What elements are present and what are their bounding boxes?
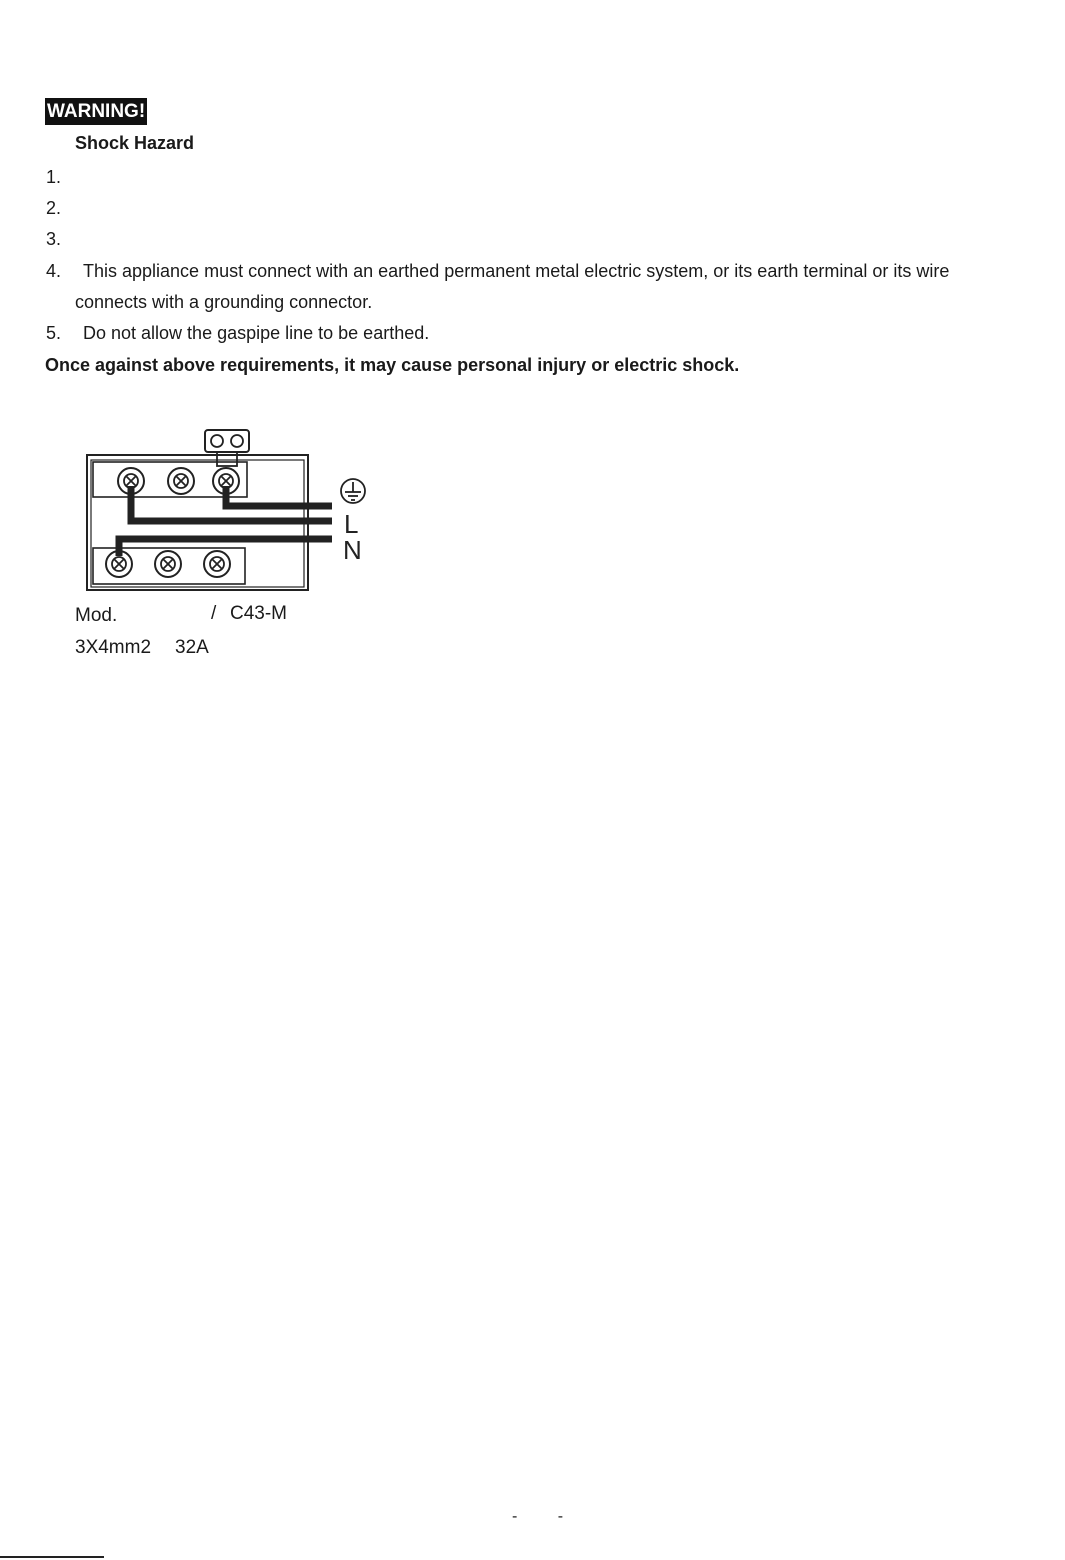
closing-statement: Once against above requirements, it may cause personal injury or electric shock. [45, 355, 740, 375]
live-label: L [344, 509, 359, 539]
list-number-1: 1. [46, 167, 62, 187]
current-rating: 32A [175, 637, 209, 658]
earth-wire [226, 486, 332, 506]
terminal-wiring-diagram [80, 426, 380, 596]
warning-banner: WARNING! [45, 98, 147, 125]
model-separator: / [211, 603, 217, 624]
screw-icon [155, 551, 181, 577]
list-number-3: 3. [46, 229, 62, 249]
model-prefix: Mod. [75, 605, 118, 626]
earth-symbol-icon [341, 479, 365, 503]
page-number: - - [512, 1508, 582, 1525]
screw-icon [168, 468, 194, 494]
footer-rule [0, 1556, 104, 1558]
list-number-4: 4. [46, 261, 62, 281]
screw-icon [204, 551, 230, 577]
model-code: C43-M [230, 603, 288, 624]
list-number-5: 5. [46, 323, 62, 343]
list-item-4-continuation: connects with a grounding connector. [75, 292, 373, 312]
cable-spec: 3X4mm2 [75, 637, 152, 658]
list-number-2: 2. [46, 198, 62, 218]
section-subheading: Shock Hazard [75, 133, 195, 153]
list-item-5: Do not allow the gaspipe line to be earthed. [83, 323, 430, 343]
neutral-label: N [343, 535, 362, 565]
list-item-4: This appliance must connect with an earthed permanent metal electric system, or its earth terminal or its wire [83, 261, 950, 281]
